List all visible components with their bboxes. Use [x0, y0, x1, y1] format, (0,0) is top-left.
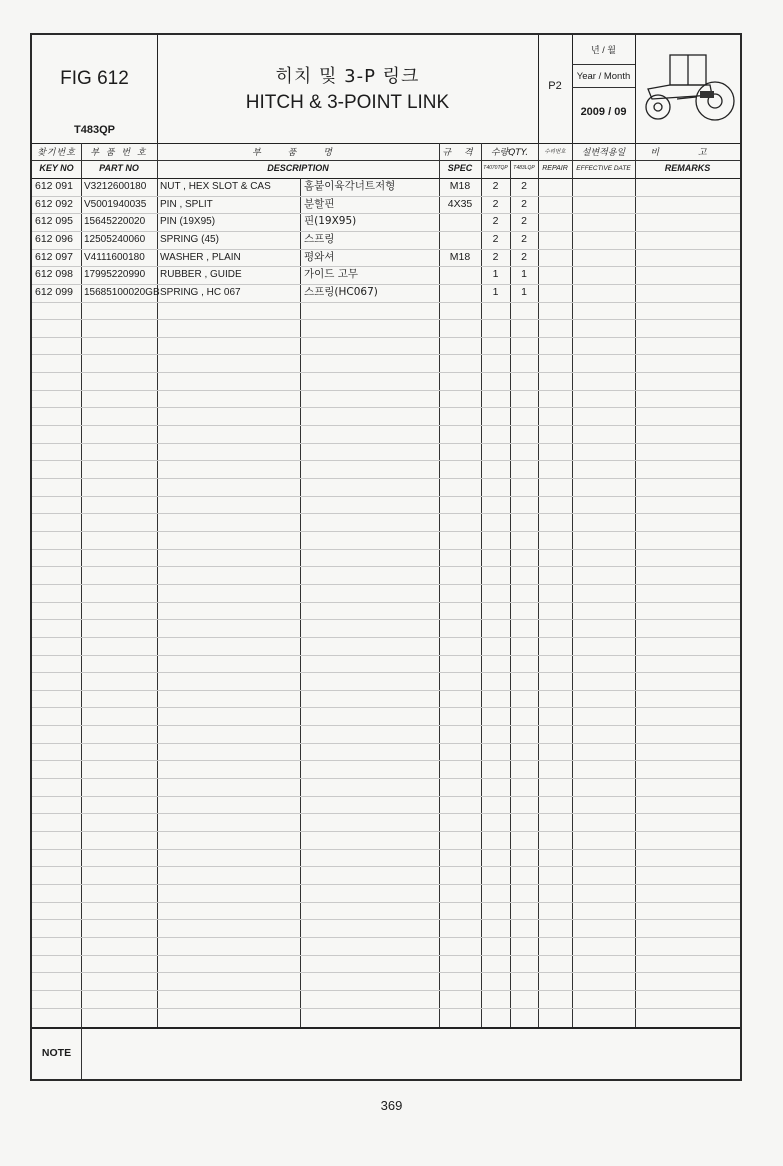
ruled-line [32, 919, 740, 920]
part-no-cell: V5001940035 [84, 199, 147, 210]
qty-cell-2: 2 [521, 233, 527, 245]
ruled-line [32, 460, 740, 461]
description-kr-cell: 스프링 [304, 233, 335, 245]
ruled-line [32, 549, 740, 550]
qty-cell-1: 2 [492, 215, 499, 227]
ruled-line [32, 655, 740, 656]
spec-cell [439, 266, 481, 283]
description-en-cell: NUT , HEX SLOT & CAS [160, 181, 271, 192]
ruled-line [32, 337, 740, 338]
tractor-icon [640, 45, 736, 131]
description-en-cell: PIN , SPLIT [160, 199, 213, 210]
ruled-line [32, 354, 740, 355]
issue-date: 2009 / 09 [580, 106, 627, 118]
header-remarks-kr: 비 고 [650, 148, 725, 158]
key-no-cell: 612 091 [35, 180, 73, 192]
header-desc-kr: 부 품 명 [252, 148, 344, 158]
fig-number: FIG 612 [60, 68, 129, 89]
description-en-cell: SPRING , HC 067 [160, 287, 241, 298]
divider [81, 1027, 82, 1079]
ruled-line [32, 1008, 740, 1009]
key-no-cell: 612 098 [35, 268, 73, 280]
header-qty-model-1: T4070TQP [483, 165, 508, 171]
header-spec-kr: 규 격 [442, 148, 478, 158]
part-no-cell: 17995220990 [84, 269, 146, 280]
qty-cell-2: 2 [521, 180, 527, 192]
part-no-cell: V4111600180 [84, 252, 145, 263]
header-desc-en: DESCRIPTION [267, 163, 329, 173]
description-kr-cell: 평와셔 [304, 251, 335, 263]
page-number: 369 [380, 1098, 403, 1113]
spec-cell [439, 213, 481, 230]
ruled-line [32, 743, 740, 744]
ruled-line [32, 443, 740, 444]
ruled-line [32, 584, 740, 585]
key-no-cell: 612 097 [35, 251, 73, 263]
spec-cell: M18 [449, 180, 471, 192]
description-en-cell: SPRING (45) [160, 234, 219, 245]
qty-cell-2: 2 [521, 198, 527, 210]
column-line [572, 143, 573, 1027]
ruled-line [32, 866, 740, 867]
header-effective-kr: 설변적용일 [581, 148, 626, 158]
spec-cell [439, 231, 481, 248]
qty-cell-1: 2 [492, 233, 499, 245]
spec-cell: M18 [449, 251, 471, 263]
divider [32, 143, 740, 144]
description-kr-cell: 홈붙이육각너트저형 [304, 180, 396, 192]
page-code: P2 [548, 80, 562, 92]
ruled-line [32, 319, 740, 320]
qty-cell-1: 1 [492, 268, 499, 280]
qty-cell-2: 1 [521, 268, 527, 280]
catalog-frame [30, 33, 742, 1081]
description-en-cell: RUBBER , GUIDE [160, 269, 242, 280]
divider [572, 87, 635, 88]
ruled-line [32, 372, 740, 373]
model-code: T483QP [74, 124, 115, 136]
divider [635, 35, 636, 143]
qty-cell-1: 1 [492, 286, 499, 298]
column-line [538, 143, 539, 1027]
header-qty: 수량QTY. [490, 148, 529, 158]
description-kr-cell: 가이드 고무 [304, 268, 359, 280]
key-no-cell: 612 095 [35, 215, 73, 227]
ruled-line [32, 425, 740, 426]
qty-cell-2: 1 [521, 286, 527, 298]
ruled-line [32, 531, 740, 532]
ruled-line [32, 672, 740, 673]
part-no-cell: 15645220020 [84, 216, 146, 227]
ruled-line [32, 796, 740, 797]
spec-cell: 4X35 [447, 198, 473, 210]
spec-cell [439, 284, 481, 301]
description-kr-cell: 핀(19X95) [304, 215, 357, 227]
header-repair-kr: 수리번호 [544, 149, 566, 155]
column-line [81, 143, 82, 1027]
part-no-cell: V3212600180 [84, 181, 147, 192]
ruled-line [32, 602, 740, 603]
ruled-line [32, 990, 740, 991]
ruled-line [32, 496, 740, 497]
ruled-line [32, 390, 740, 391]
header-part-en: PART NO [99, 163, 139, 173]
ruled-line [32, 849, 740, 850]
description-en-cell: PIN (19X95) [160, 216, 216, 227]
ruled-line [32, 478, 740, 479]
ruled-line [32, 690, 740, 691]
ruled-line [32, 707, 740, 708]
title-english: HITCH & 3-POINT LINK [245, 92, 450, 113]
divider [572, 64, 635, 65]
qty-cell-1: 2 [492, 198, 499, 210]
year-month-korean: 년 / 월 [591, 45, 616, 55]
ruled-line [32, 760, 740, 761]
qty-cell-1: 2 [492, 251, 499, 263]
column-line [635, 143, 636, 1027]
part-no-cell: 12505240060 [84, 234, 146, 245]
ruled-line [32, 302, 740, 303]
header-effective-en: EFFECTIVE DATE [576, 165, 631, 172]
description-kr-cell: 스프링(HC067) [304, 286, 378, 298]
ruled-line [32, 637, 740, 638]
divider [157, 35, 158, 143]
qty-cell-1: 2 [492, 180, 499, 192]
ruled-line [32, 955, 740, 956]
ruled-line [32, 725, 740, 726]
description-kr-cell: 분할핀 [304, 198, 335, 210]
ruled-line [32, 972, 740, 973]
ruled-line [32, 831, 740, 832]
header-remarks-en: REMARKS [664, 163, 711, 173]
qty-cell-2: 2 [521, 251, 527, 263]
header-qty-model-2: T483LQP [513, 165, 535, 171]
divider [32, 160, 740, 161]
header-key-en: KEY NO [39, 163, 74, 173]
part-no-cell: 15685100020GB [84, 287, 160, 298]
header-spec-en: SPEC [447, 163, 473, 173]
key-no-cell: 612 092 [35, 198, 73, 210]
ruled-line [32, 407, 740, 408]
key-no-cell: 612 096 [35, 233, 73, 245]
column-line [157, 143, 158, 1027]
ruled-line [32, 902, 740, 903]
ruled-line [32, 813, 740, 814]
note-label: NOTE [41, 1047, 72, 1059]
ruled-line [32, 566, 740, 567]
year-month-english: Year / Month [576, 71, 631, 82]
header-key-kr: 찾기번호 [37, 148, 76, 158]
header-repair-en: REPAIR [542, 165, 568, 172]
qty-cell-2: 2 [521, 215, 527, 227]
title-korean: 히치 및 3-P 링크 [275, 66, 420, 87]
ruled-line [32, 937, 740, 938]
ruled-line [32, 619, 740, 620]
header-part-kr: 부 품 번 호 [90, 148, 148, 158]
ruled-line [32, 778, 740, 779]
ruled-line [32, 884, 740, 885]
ruled-line [32, 513, 740, 514]
description-en-cell: WASHER , PLAIN [160, 252, 241, 263]
key-no-cell: 612 099 [35, 286, 73, 298]
divider [32, 1027, 740, 1029]
